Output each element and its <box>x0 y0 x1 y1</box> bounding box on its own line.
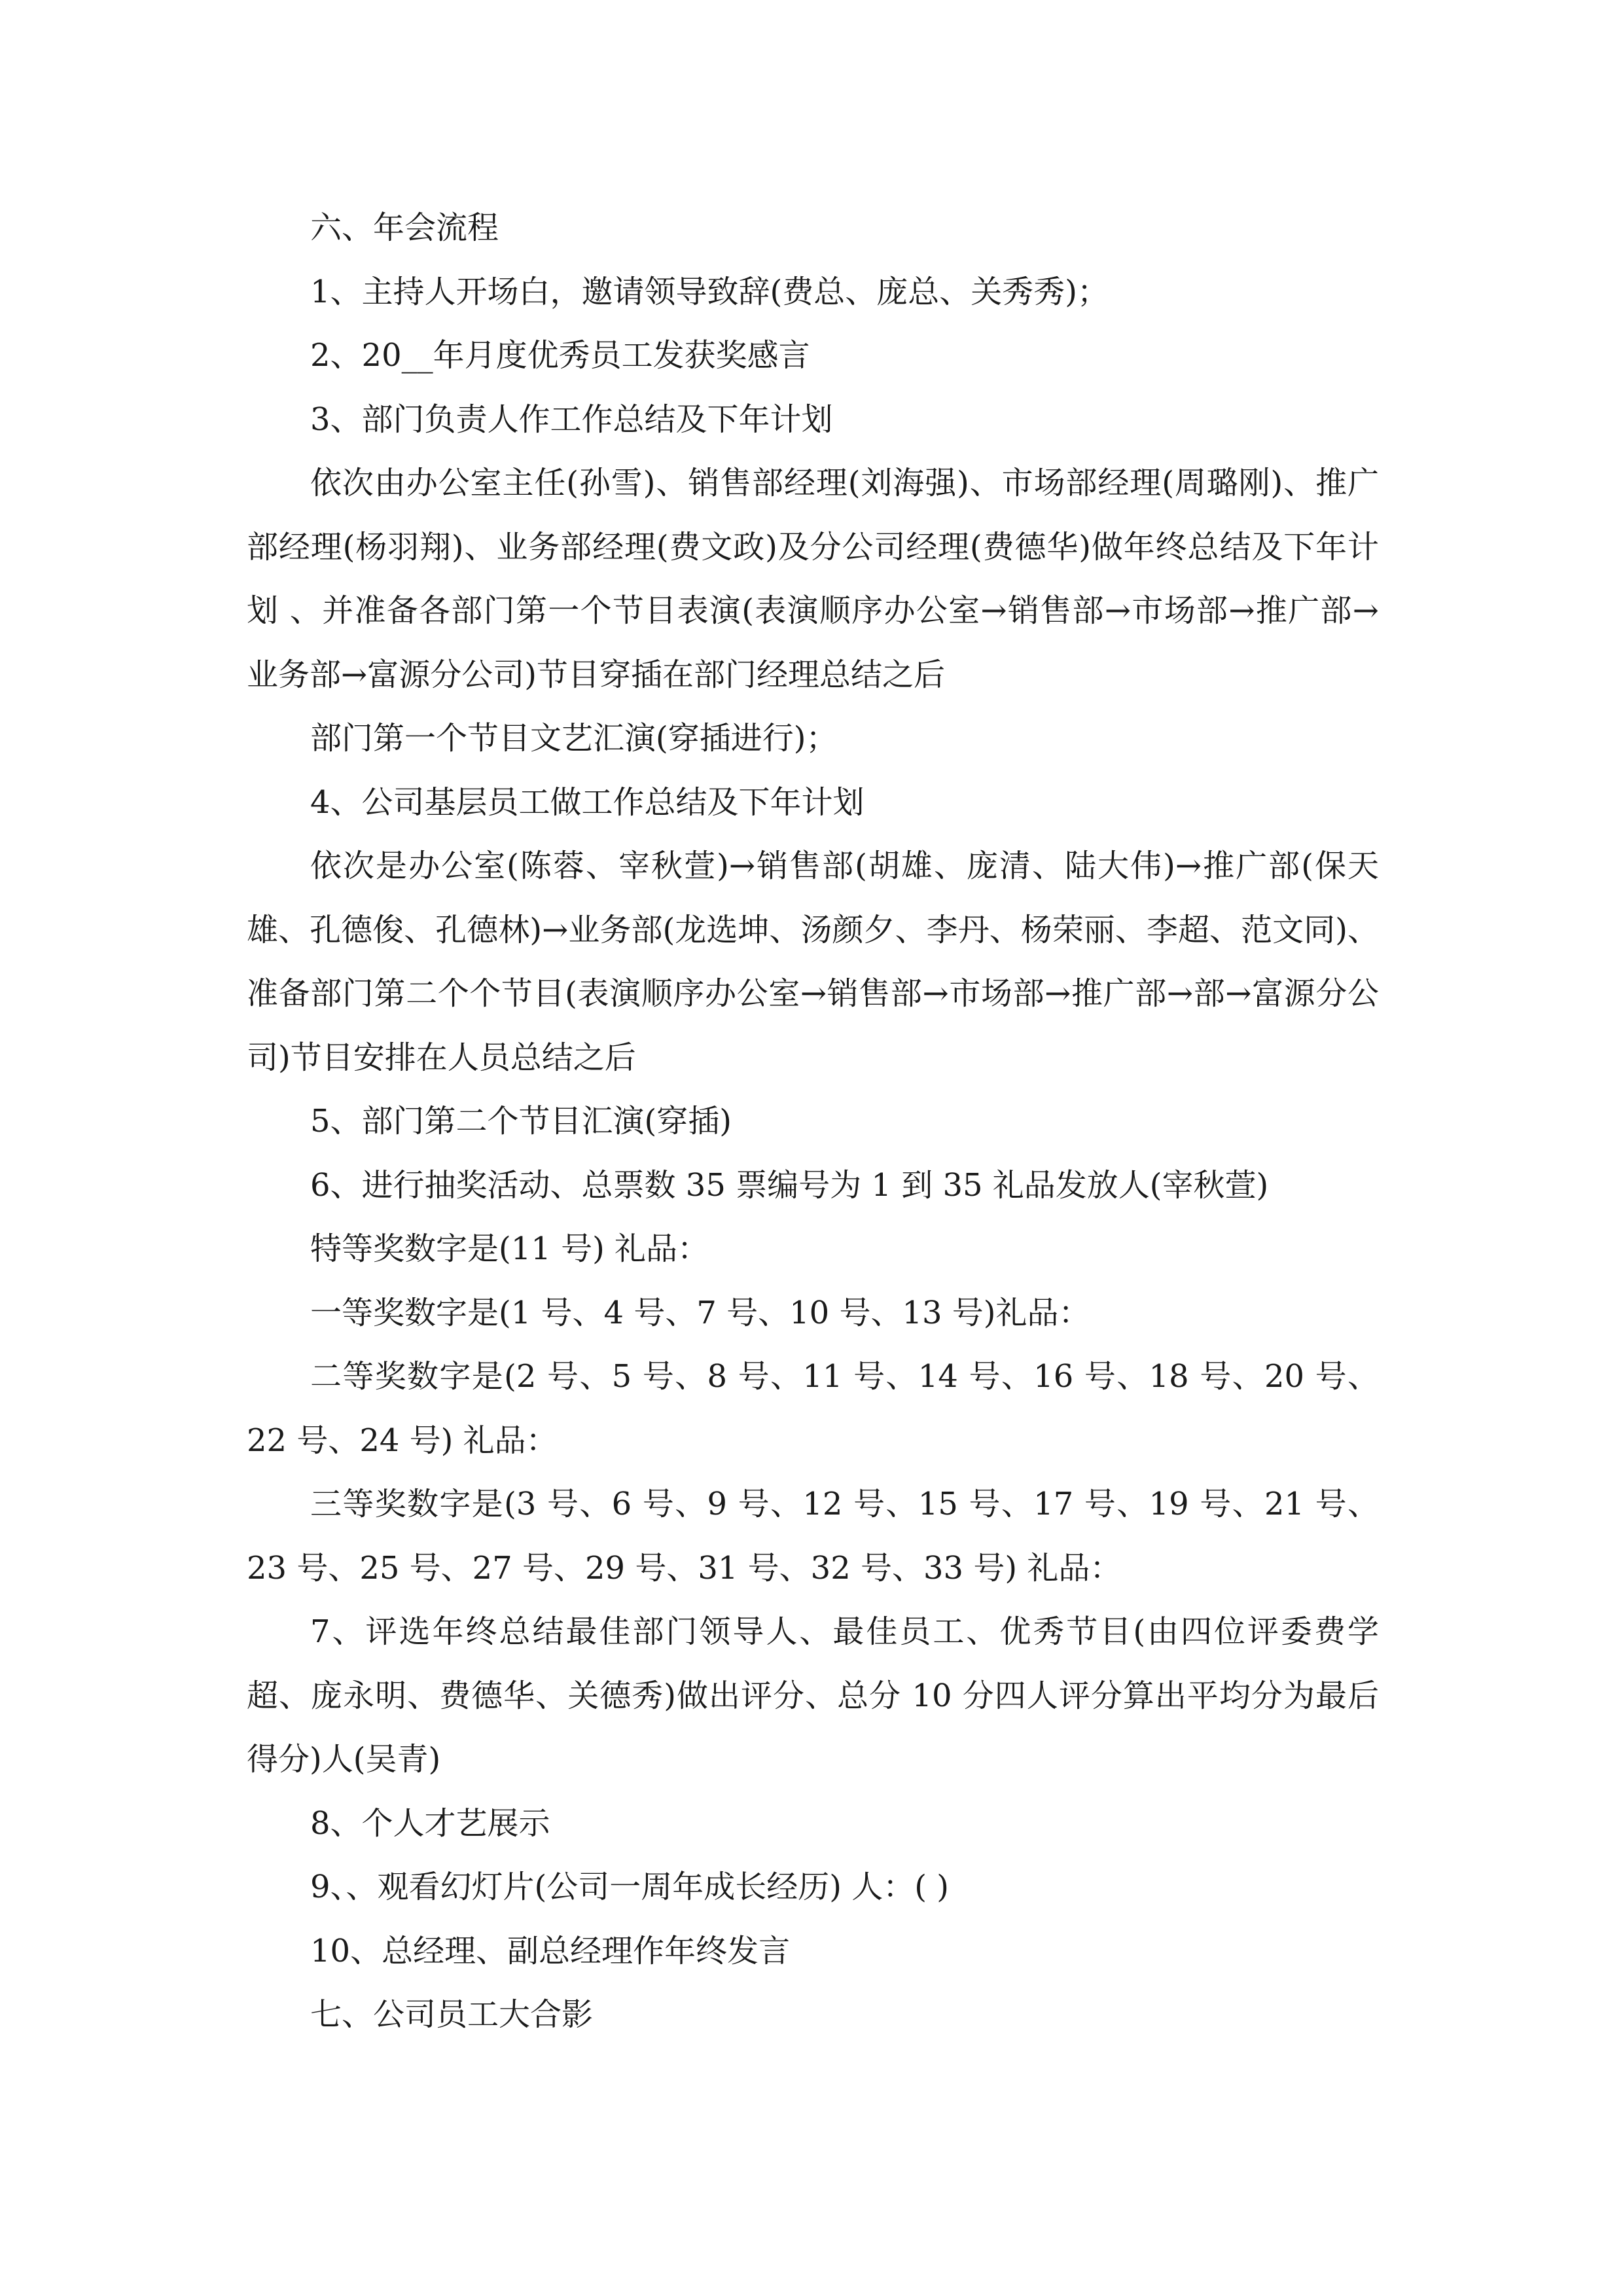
list-item-staff-summary: 4、公司基层员工做工作总结及下年计划 <box>310 783 865 821</box>
paragraph-department-order: 依次由办公室主任(孙雪)、销售部经理(刘海强)、市场部经理(周璐刚)、推广部经理(杨羽翔)、业务部经理(费文政)及分公司经理(费德华)做年终总结及下年计划 、并准备各部门第一个节目表演(表演顺序办公室→销售部→市场部→推广部→业务部→富源分公司)节目穿插在部门经理总结之后 <box>247 465 1379 693</box>
paragraph-third-prize: 三等奖数字是(3 号、6 号、9 号、12 号、15 号、17 号、19 号、21 号、23 号、25 号、27 号、29 号、31 号、32 号、33 号) 礼品： <box>247 1486 1379 1587</box>
list-item-slideshow: 9、、观看幻灯片(公司一周年成长经历) 人：( ) <box>310 1869 949 1905</box>
paragraph-first-prize: 一等奖数字是(1 号、4 号、7 号、10 号、13 号)礼品： <box>310 1294 1090 1331</box>
list-item-award-speech: 2、20__年月度优秀员工发获奖感言 <box>310 337 810 374</box>
list-item-lottery: 6、进行抽奖活动、总票数 35 票编号为 1 到 35 礼品发放人(宰秋萱) <box>310 1166 1269 1204</box>
section-heading-annual-meeting-process: 六、年会流程 <box>310 209 499 246</box>
paragraph-second-prize: 二等奖数字是(2 号、5 号、8 号、11 号、14 号、16 号、18 号、20 号、22 号、24 号) 礼品： <box>247 1358 1379 1459</box>
list-item-second-performance: 5、部门第二个节目汇演(穿插) <box>310 1103 732 1139</box>
list-item-talent-show: 8、个人才艺展示 <box>310 1804 550 1842</box>
list-item-department-summary: 3、部门负责人作工作总结及下年计划 <box>310 401 833 438</box>
list-item-opening: 1、主持人开场白，邀请领导致辞(费总、庞总、关秀秀)； <box>310 273 1109 310</box>
paragraph-first-performance: 部门第一个节目文艺汇演(穿插进行)； <box>310 720 838 757</box>
list-item-manager-speech: 10、总经理、副总经理作年终发言 <box>310 1932 791 1969</box>
document-body <box>247 196 1379 2047</box>
section-heading-group-photo: 七、公司员工大合影 <box>310 1996 594 2033</box>
list-item-awards-selection: 7、评选年终总结最佳部门领导人、最佳员工、优秀节目(由四位评委费学超、庞永明、费德华、关德秀)做出评分、总分 10 分四人评分算出平均分为最后得分)人(吴青) <box>247 1613 1379 1778</box>
paragraph-staff-order: 依次是办公室(陈蓉、宰秋萱)→销售部(胡雄、庞清、陆大伟)→推广部(保天雄、孔德俊、孔德林)→业务部(龙选坤、汤颜夕、李丹、杨荣丽、李超、范文同)、准备部门第二个个节目(表演顺序办公室→销售部→市场部→推广部→部→富源分公司)节目安排在人员总结之后 <box>247 848 1379 1076</box>
paragraph-grand-prize: 特等奖数字是(11 号) 礼品： <box>310 1230 709 1267</box>
